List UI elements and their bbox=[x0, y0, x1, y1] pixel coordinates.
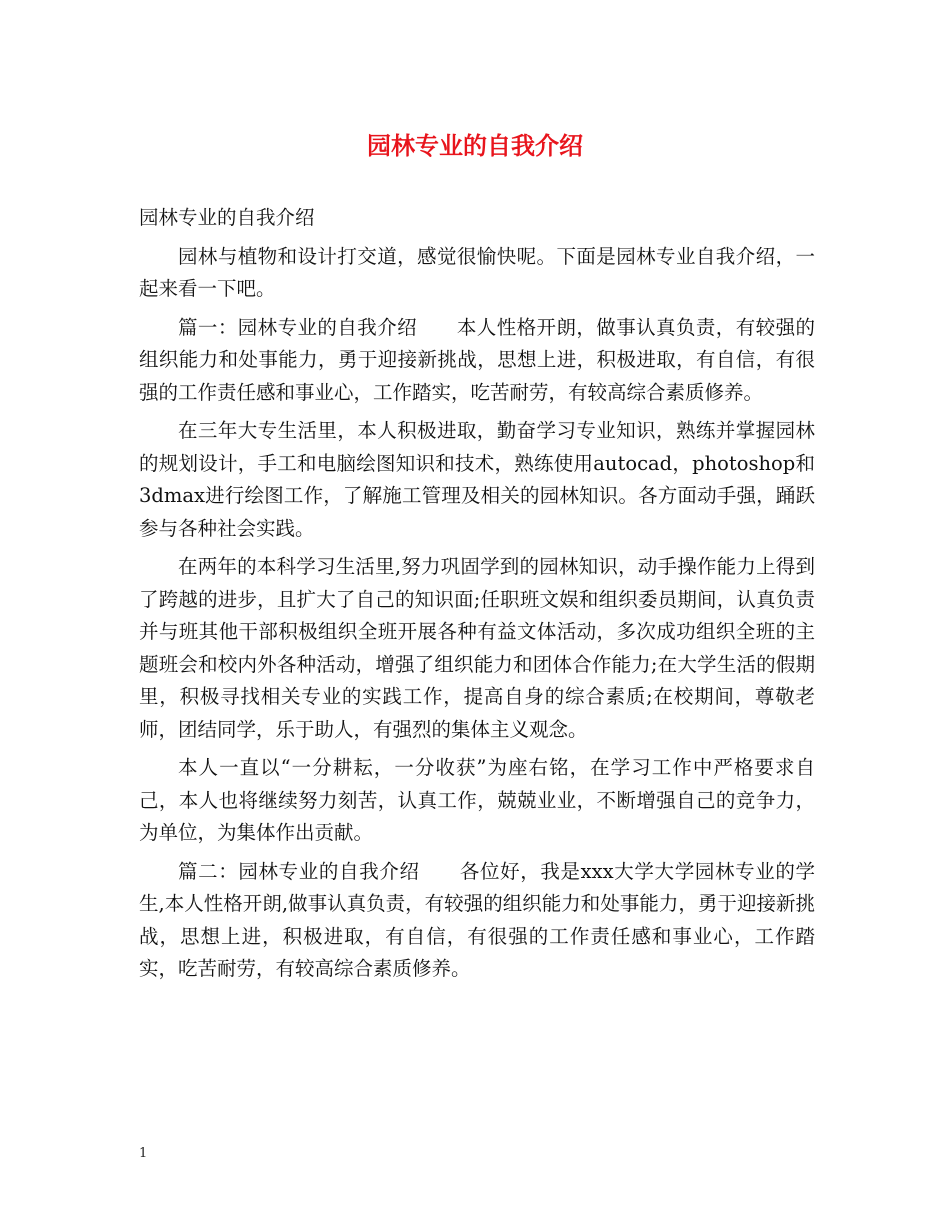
college-life-paragraph: 在三年大专生活里，本人积极进取，勤奋学习专业知识，熟练并掌握园林的规划设计，手工和电脑绘图知识和技术，熟练使用autocad，photoshop和3dmax进行绘图工作，了解施工管理及相关的园林知识。各方面动手强，踊跃参与各种社会实践。 bbox=[139, 419, 815, 540]
undergraduate-paragraph: 在两年的本科学习生活里,努力巩固学到的园林知识，动手操作能力上得到了跨越的进步，且扩大了自己的知识面;任职班文娱和组织委员期间，认真负责并与班其他干部积极组织全班开展各种有益文体活动，多次成功组织全班的主题班会和校内外各种活动，增强了组织能力和团体合作能力;在大学生活的假期里，积极寻找相关专业的实践工作，提高自身的综合素质;在校期间，尊敬老师，团结同学，乐于助人，有强烈的集体主义观念。 bbox=[139, 555, 815, 741]
intro-paragraph: 园林与植物和设计打交道，感觉很愉快呢。下面是园林专业自我介绍，一起来看一下吧。 bbox=[139, 244, 815, 300]
body-heading: 园林专业的自我介绍 bbox=[139, 206, 315, 229]
section-two-paragraph: 篇二：园林专业的自我介绍 各位好，我是xxx大学大学园林专业的学生,本人性格开朗,做事认真负责，有较强的组织能力和处事能力，勇于迎接新挑战，思想上进，积极进取，有自信，有很强的工作责任感和事业心，工作踏实，吃苦耐劳，有较高综合素质修养。 bbox=[139, 859, 815, 980]
document-title: 园林专业的自我介绍 bbox=[367, 131, 583, 160]
page-number: 1 bbox=[139, 1146, 148, 1161]
document-body bbox=[139, 202, 815, 992]
section-one-paragraph: 篇一：园林专业的自我介绍 本人性格开朗，做事认真负责，有较强的组织能力和处事能力，勇于迎接新挑战，思想上进，积极进取，有自信，有很强的工作责任感和事业心，工作踏实，吃苦耐劳，有较高综合素质修养。 bbox=[139, 315, 815, 404]
motto-paragraph: 本人一直以“一分耕耘，一分收获”为座右铭，在学习工作中严格要求自己，本人也将继续努力刻苦，认真工作，兢兢业业，不断增强自己的竞争力，为单位，为集体作出贡献。 bbox=[139, 756, 815, 844]
